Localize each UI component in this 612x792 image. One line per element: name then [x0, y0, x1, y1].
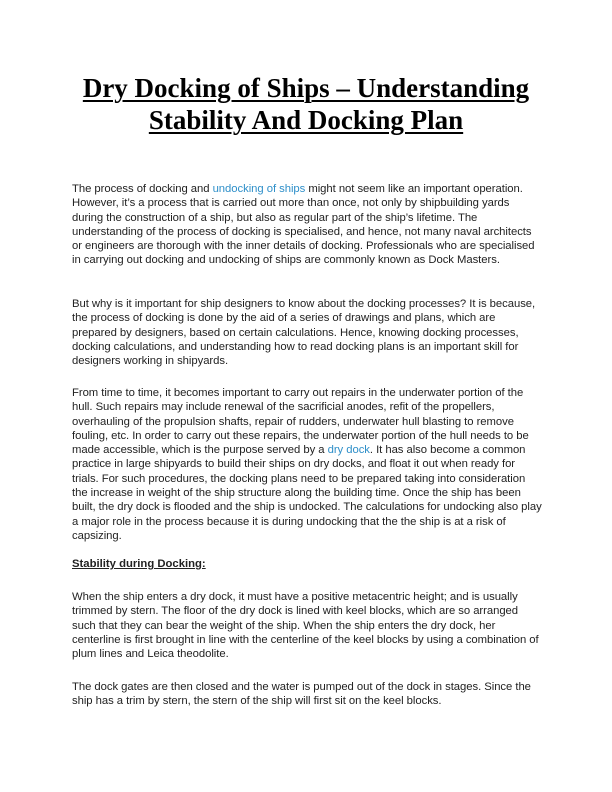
- dock-gates-paragraph: The dock gates are then closed and the water is pumped out of the dock in stages. Since the ship has a trim by stern, the stern of the ship will first sit on the keel blocks.: [72, 681, 531, 708]
- repairs-text-start: From time to time, it becomes important to carry out repairs in the underwater portion of the hull. Such repairs may include renewal of the sacrificial anodes, refit of the propellers, overhauling of the propulsion shafts, repair of rudders, underwater hull blasting to remove fouling, etc. In order to carry out these repairs, the underwater portion of the hull needs to be made accessible, which is the purpose served by a: [72, 387, 529, 457]
- undocking-of-ships-link[interactable]: undocking of ships: [212, 183, 306, 195]
- repairs-paragraph: [72, 386, 542, 543]
- designers-paragraph: But why is it important for ship designers to know about the docking processes? It is because, the process of docking is done by the aid of a series of drawings and plans, which are prepared by designers, based on certain calculations. Hence, knowing docking processes, docking calculations, and understanding how to read docking plans is an important skill for designers working in shipyards.: [72, 298, 536, 368]
- dry-dock-link[interactable]: dry dock: [327, 444, 370, 457]
- repairs-text-end: . It has also become a common practice in large shipyards to build their ships on dry docks, and float it out when ready for trials. For such procedures, the docking plans need to be prepared taking into consideration the increase in weight of the ship structure along the building time. Once the ship has been built, the dry dock is flooded and the ship is undocked. The calculations for undocking also play a major role in the process because it is during undocking that the the ship is at a risk of capsizing.: [72, 444, 542, 542]
- intro-text-end: might not seem like an important operation. However, it’s a process that is carried out more than once, not only by shipbuilding yards during the construction of a ship, but also as regular part of the ship’s lifetime. The understanding of the process of docking is specialised, and hence, not many naval architects or engineers are thorough with the inner details of docking. Professionals who are specialised in carrying out docking and undocking of ships are commonly known as Dock Masters.: [72, 183, 535, 267]
- section-heading-stability: Stability during Docking:: [72, 558, 206, 570]
- stability-paragraph: When the ship enters a dry dock, it must have a positive metacentric height; and is usually trimmed by stern. The floor of the dry dock is lined with keel blocks, which are so arranged such that they can bear the weight of the ship. When the ship enters the dry dock, her centerline is first brought in line with the centerline of the keel blocks by using a combination of plum lines and Leica theodolite.: [72, 591, 539, 661]
- intro-text-start: The process of docking and: [72, 183, 213, 195]
- intro-paragraph: [72, 182, 542, 268]
- page-title: Dry Docking of Ships – Understanding Stability And Docking Plan: [82, 73, 530, 135]
